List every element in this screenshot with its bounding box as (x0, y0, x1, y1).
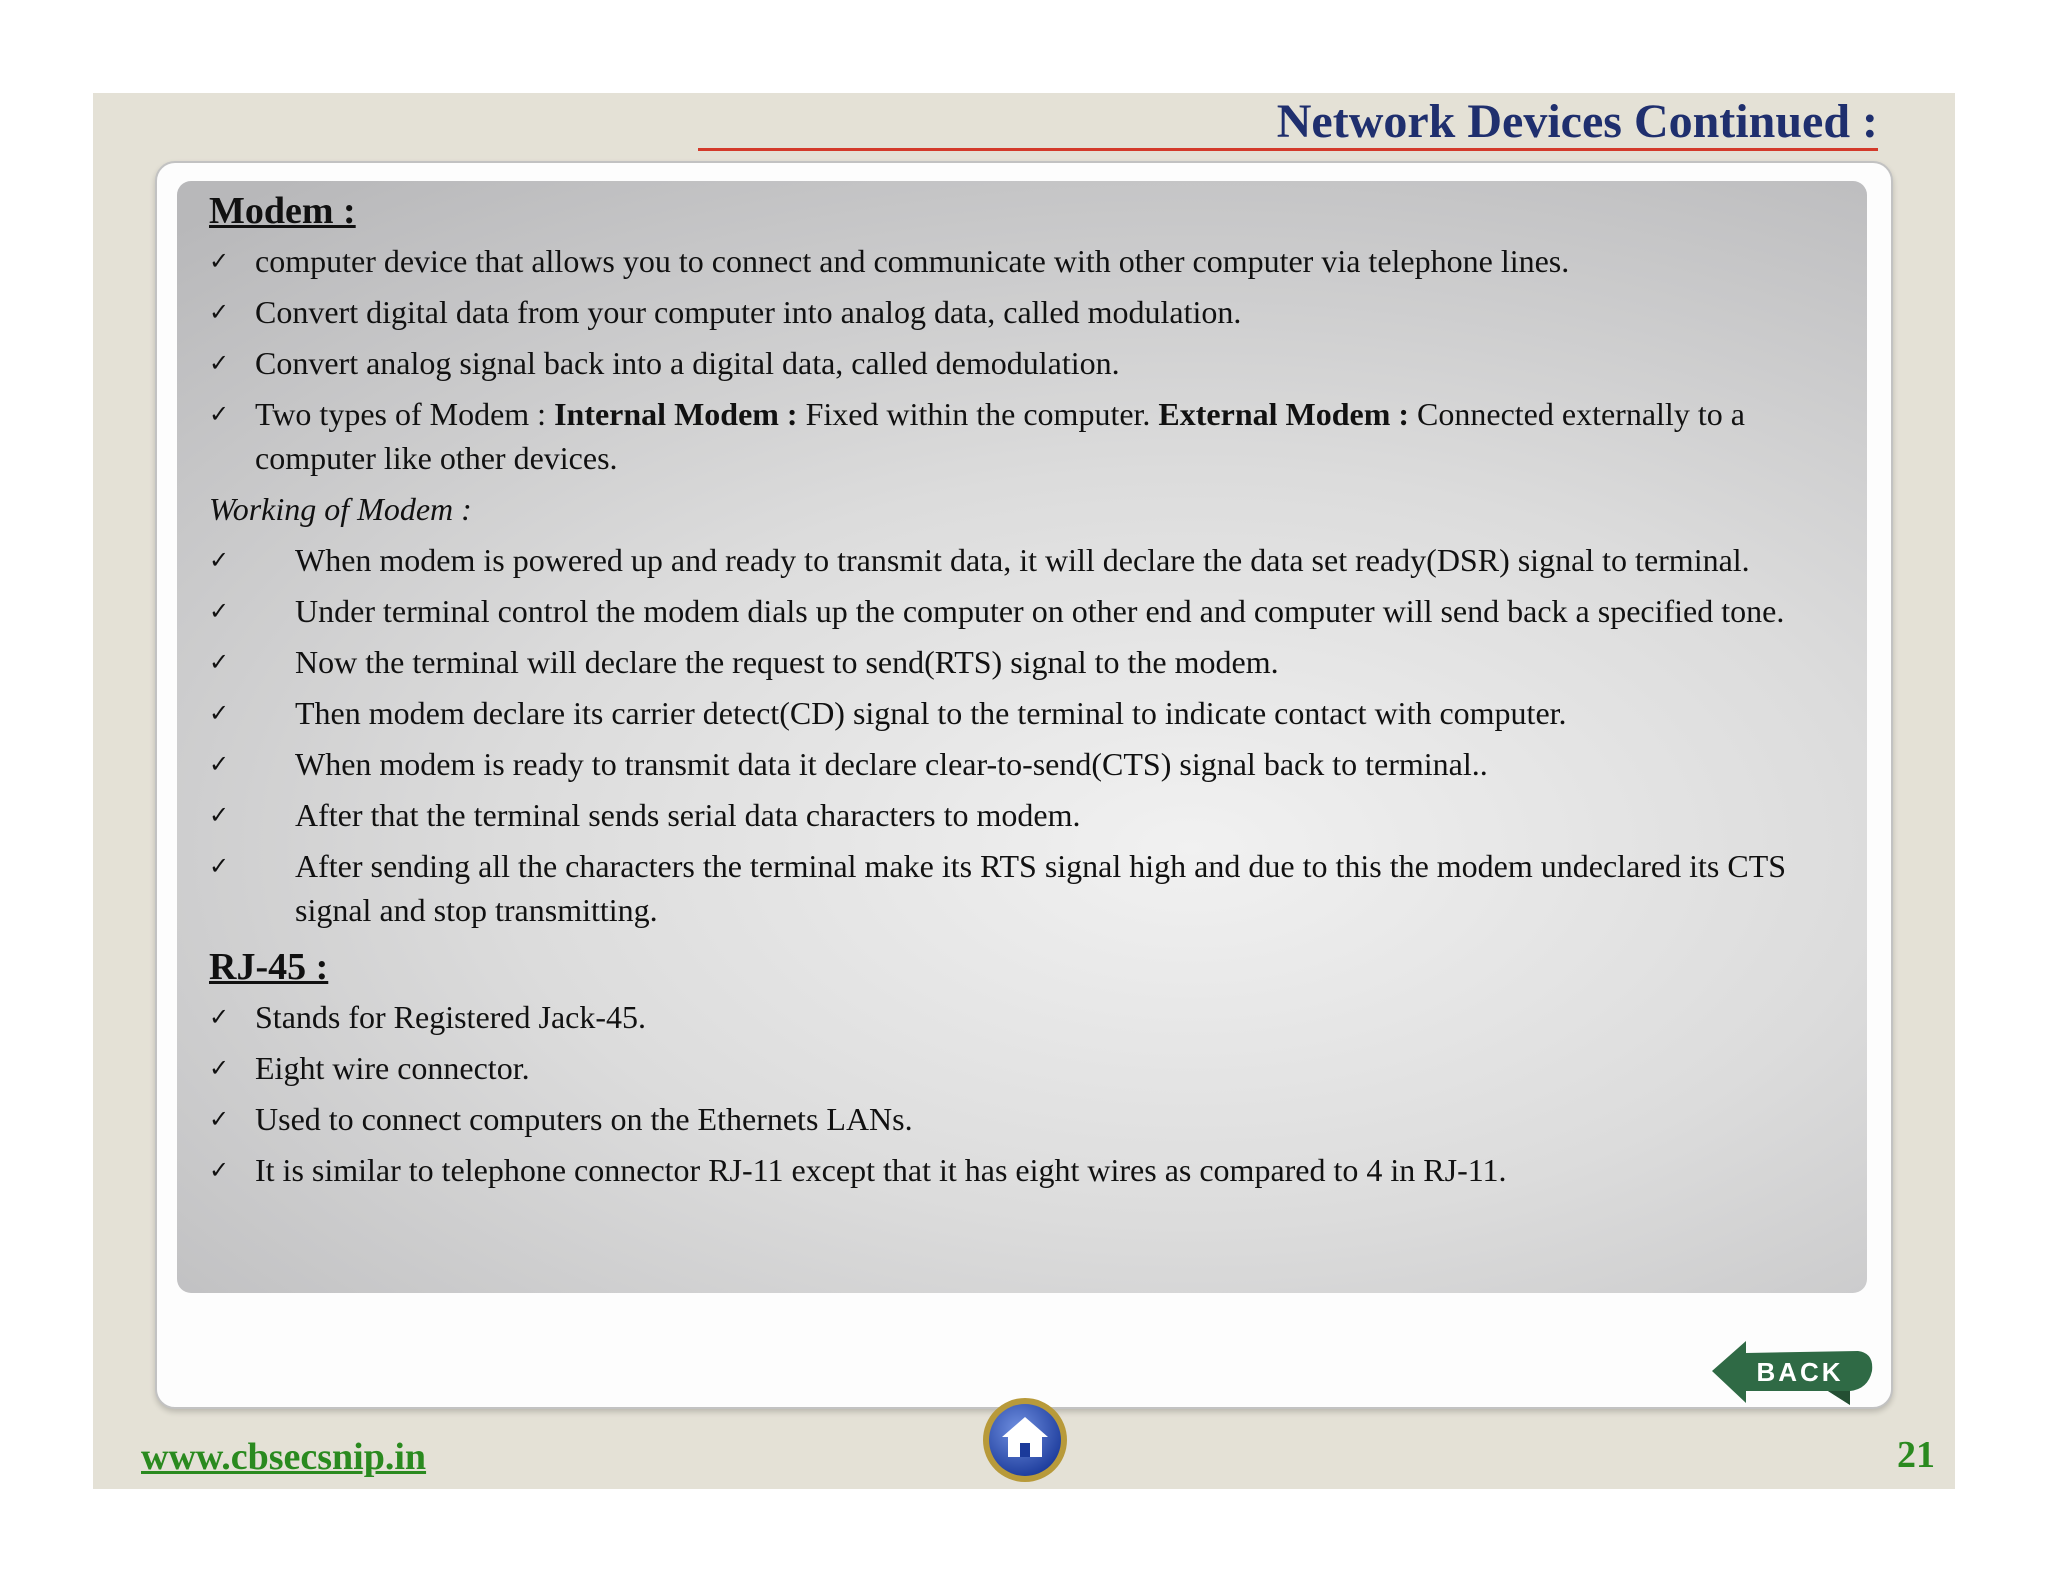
list-item (209, 341, 1869, 385)
working-step: When modem is powered up and ready to transmit data, it will declare the data set ready(DSR) signal to terminal. (295, 542, 1750, 578)
home-icon[interactable] (980, 1395, 1070, 1485)
list-item (209, 1046, 1869, 1090)
title-underline (698, 148, 1878, 151)
bullet-text: Eight wire connector. (255, 1050, 530, 1086)
types-prefix: Two types of Modem : (255, 396, 555, 432)
external-modem-text: Connected externally to a computer like other devices. (255, 396, 1745, 476)
check-icon: ✓ (209, 298, 230, 326)
check-icon: ✓ (209, 349, 230, 377)
working-heading: Working of Modem : (209, 491, 472, 527)
bullet-text (209, 392, 1869, 480)
slide (93, 93, 1955, 1489)
list-item (209, 995, 1869, 1039)
check-icon: ✓ (209, 1156, 230, 1184)
content-body (209, 187, 1869, 1199)
check-icon: ✓ (209, 546, 230, 574)
bullet-text: computer device that allows you to connect and communicate with other computer via telephone lines. (255, 243, 1570, 279)
list-item (209, 793, 1869, 837)
list-item (209, 1148, 1869, 1192)
check-icon: ✓ (209, 852, 230, 880)
internal-modem-label: Internal Modem : (554, 396, 798, 432)
back-label: BACK (1756, 1357, 1844, 1387)
check-icon: ✓ (209, 648, 230, 676)
rj45-heading: RJ-45 : (209, 946, 329, 988)
check-icon: ✓ (209, 1105, 230, 1133)
working-step: Under terminal control the modem dials up the computer on other end and computer will send back a specified tone. (295, 593, 1785, 629)
slide-title: Network Devices Continued : (1276, 95, 1878, 148)
internal-modem-text: Fixed within the computer. (797, 396, 1159, 432)
bullet-text: Stands for Registered Jack-45. (255, 999, 647, 1035)
list-item (209, 844, 1869, 932)
list-item (209, 1097, 1869, 1141)
check-icon: ✓ (209, 1003, 230, 1031)
page-number: 21 (1897, 1434, 1935, 1476)
check-icon: ✓ (209, 247, 230, 275)
working-step: After that the terminal sends serial data characters to modem. (295, 797, 1081, 833)
footer-website-link[interactable]: www.cbsecsnip.in (141, 1436, 427, 1478)
list-item-modem-types (209, 392, 1869, 480)
list-item (209, 691, 1869, 735)
bullet-text: It is similar to telephone connector RJ-11 except that it has eight wires as compared to 4 in RJ-11. (255, 1152, 1507, 1188)
bullet-text: Used to connect computers on the Ethernets LANs. (255, 1101, 913, 1137)
check-icon: ✓ (209, 801, 230, 829)
check-icon: ✓ (209, 400, 230, 428)
modem-heading: Modem : (209, 190, 356, 232)
working-step: Then modem declare its carrier detect(CD) signal to the terminal to indicate contact with computer. (295, 695, 1567, 731)
working-step: After sending all the characters the terminal make its RTS signal high and due to this the modem undeclared its CTS signal and stop transmitting. (295, 848, 1787, 928)
check-icon: ✓ (209, 597, 230, 625)
external-modem-label: External Modem : (1158, 396, 1410, 432)
list-item (209, 239, 1869, 283)
back-button[interactable] (1708, 1331, 1878, 1419)
list-item (209, 538, 1869, 582)
bullet-text: Convert analog signal back into a digital data, called demodulation. (255, 345, 1120, 381)
list-item (209, 290, 1869, 334)
bullet-text: Convert digital data from your computer into analog data, called modulation. (255, 294, 1242, 330)
working-step: When modem is ready to transmit data it declare clear-to-send(CTS) signal back to terminal.. (295, 746, 1488, 782)
list-item (209, 589, 1869, 633)
check-icon: ✓ (209, 750, 230, 778)
check-icon: ✓ (209, 1054, 230, 1082)
working-step: Now the terminal will declare the request to send(RTS) signal to the modem. (295, 644, 1279, 680)
check-icon: ✓ (209, 699, 230, 727)
list-item (209, 640, 1869, 684)
list-item (209, 742, 1869, 786)
